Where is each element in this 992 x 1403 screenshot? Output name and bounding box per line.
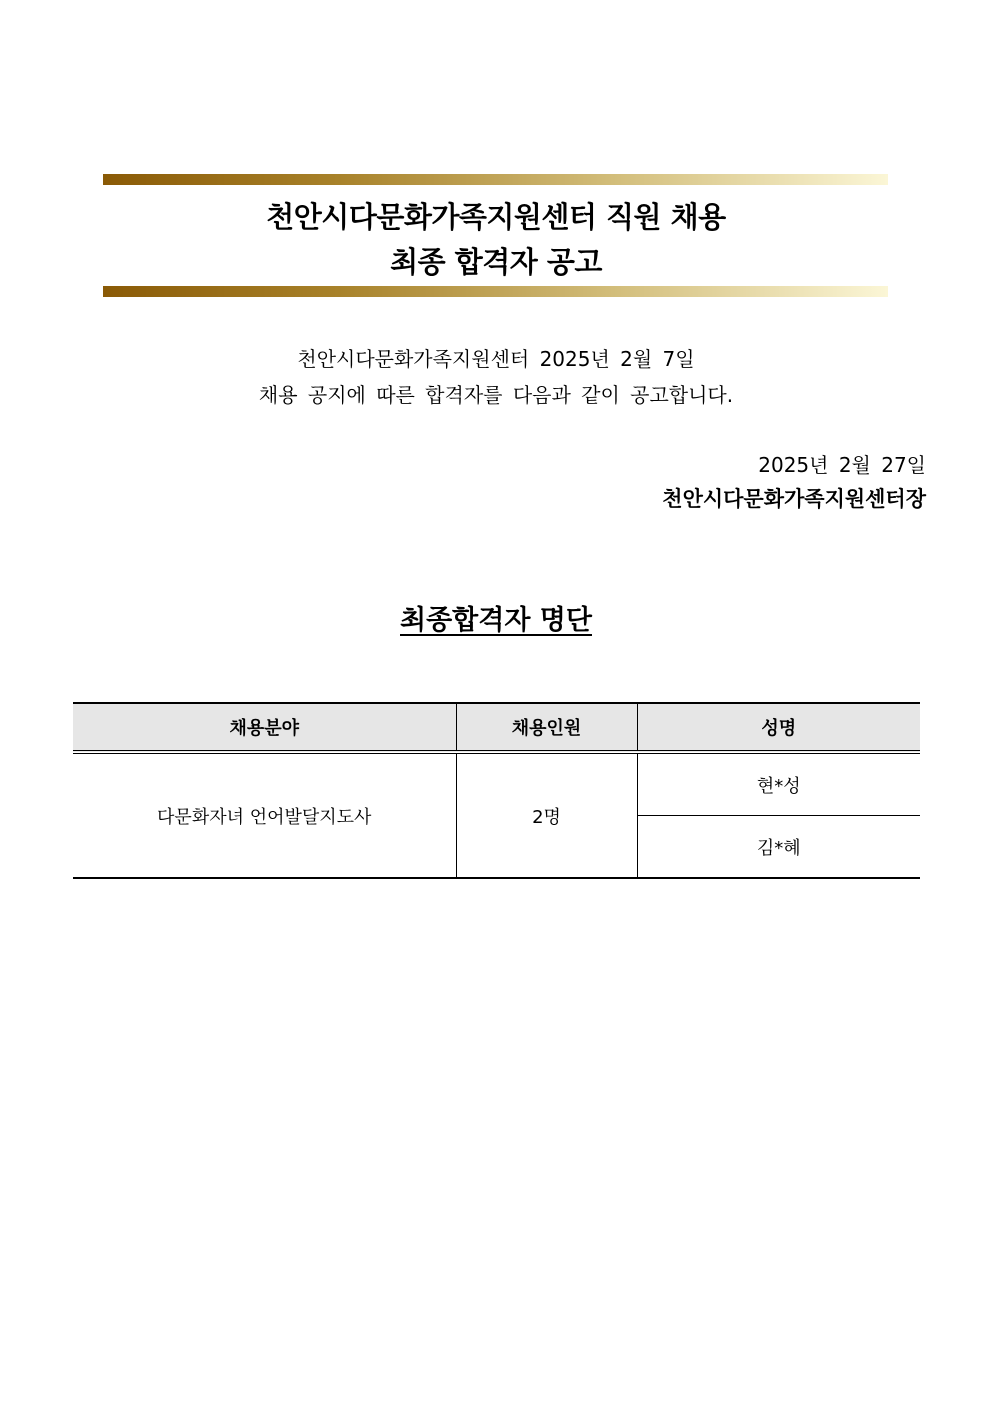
- page-title-line-1: 천안시다문화가족지원센터 직원 채용: [266, 200, 726, 234]
- cell-field: 다문화자녀 언어발달지도사: [73, 752, 456, 878]
- decorative-top-bar: [103, 174, 888, 185]
- result-table: [73, 702, 920, 879]
- table-header-row: [73, 703, 920, 752]
- cell-name: 현*성: [637, 752, 920, 816]
- list-title-text: 최종합격자 명단: [400, 605, 592, 636]
- decorative-bottom-bar: [103, 286, 888, 297]
- cell-count: 2명: [456, 752, 637, 878]
- notice-issuer: 천안시다문화가족지원센터장: [662, 487, 926, 511]
- list-title: [0, 598, 992, 637]
- notice-date: 2025년 2월 27일: [758, 453, 926, 477]
- intro-text-line-1: 천안시다문화가족지원센터 2025년 2월 7일: [297, 347, 695, 371]
- column-header-name: 성명: [637, 703, 920, 752]
- column-header-count: 채용인원: [456, 703, 637, 752]
- intro-text-line-2: 채용 공지에 따른 합격자를 다음과 같이 공고합니다.: [258, 383, 734, 407]
- cell-name: 김*혜: [637, 816, 920, 879]
- table-row: [73, 752, 920, 816]
- page-title-line-2: 최종 합격자 공고: [390, 245, 602, 279]
- column-header-field: 채용분야: [73, 703, 456, 752]
